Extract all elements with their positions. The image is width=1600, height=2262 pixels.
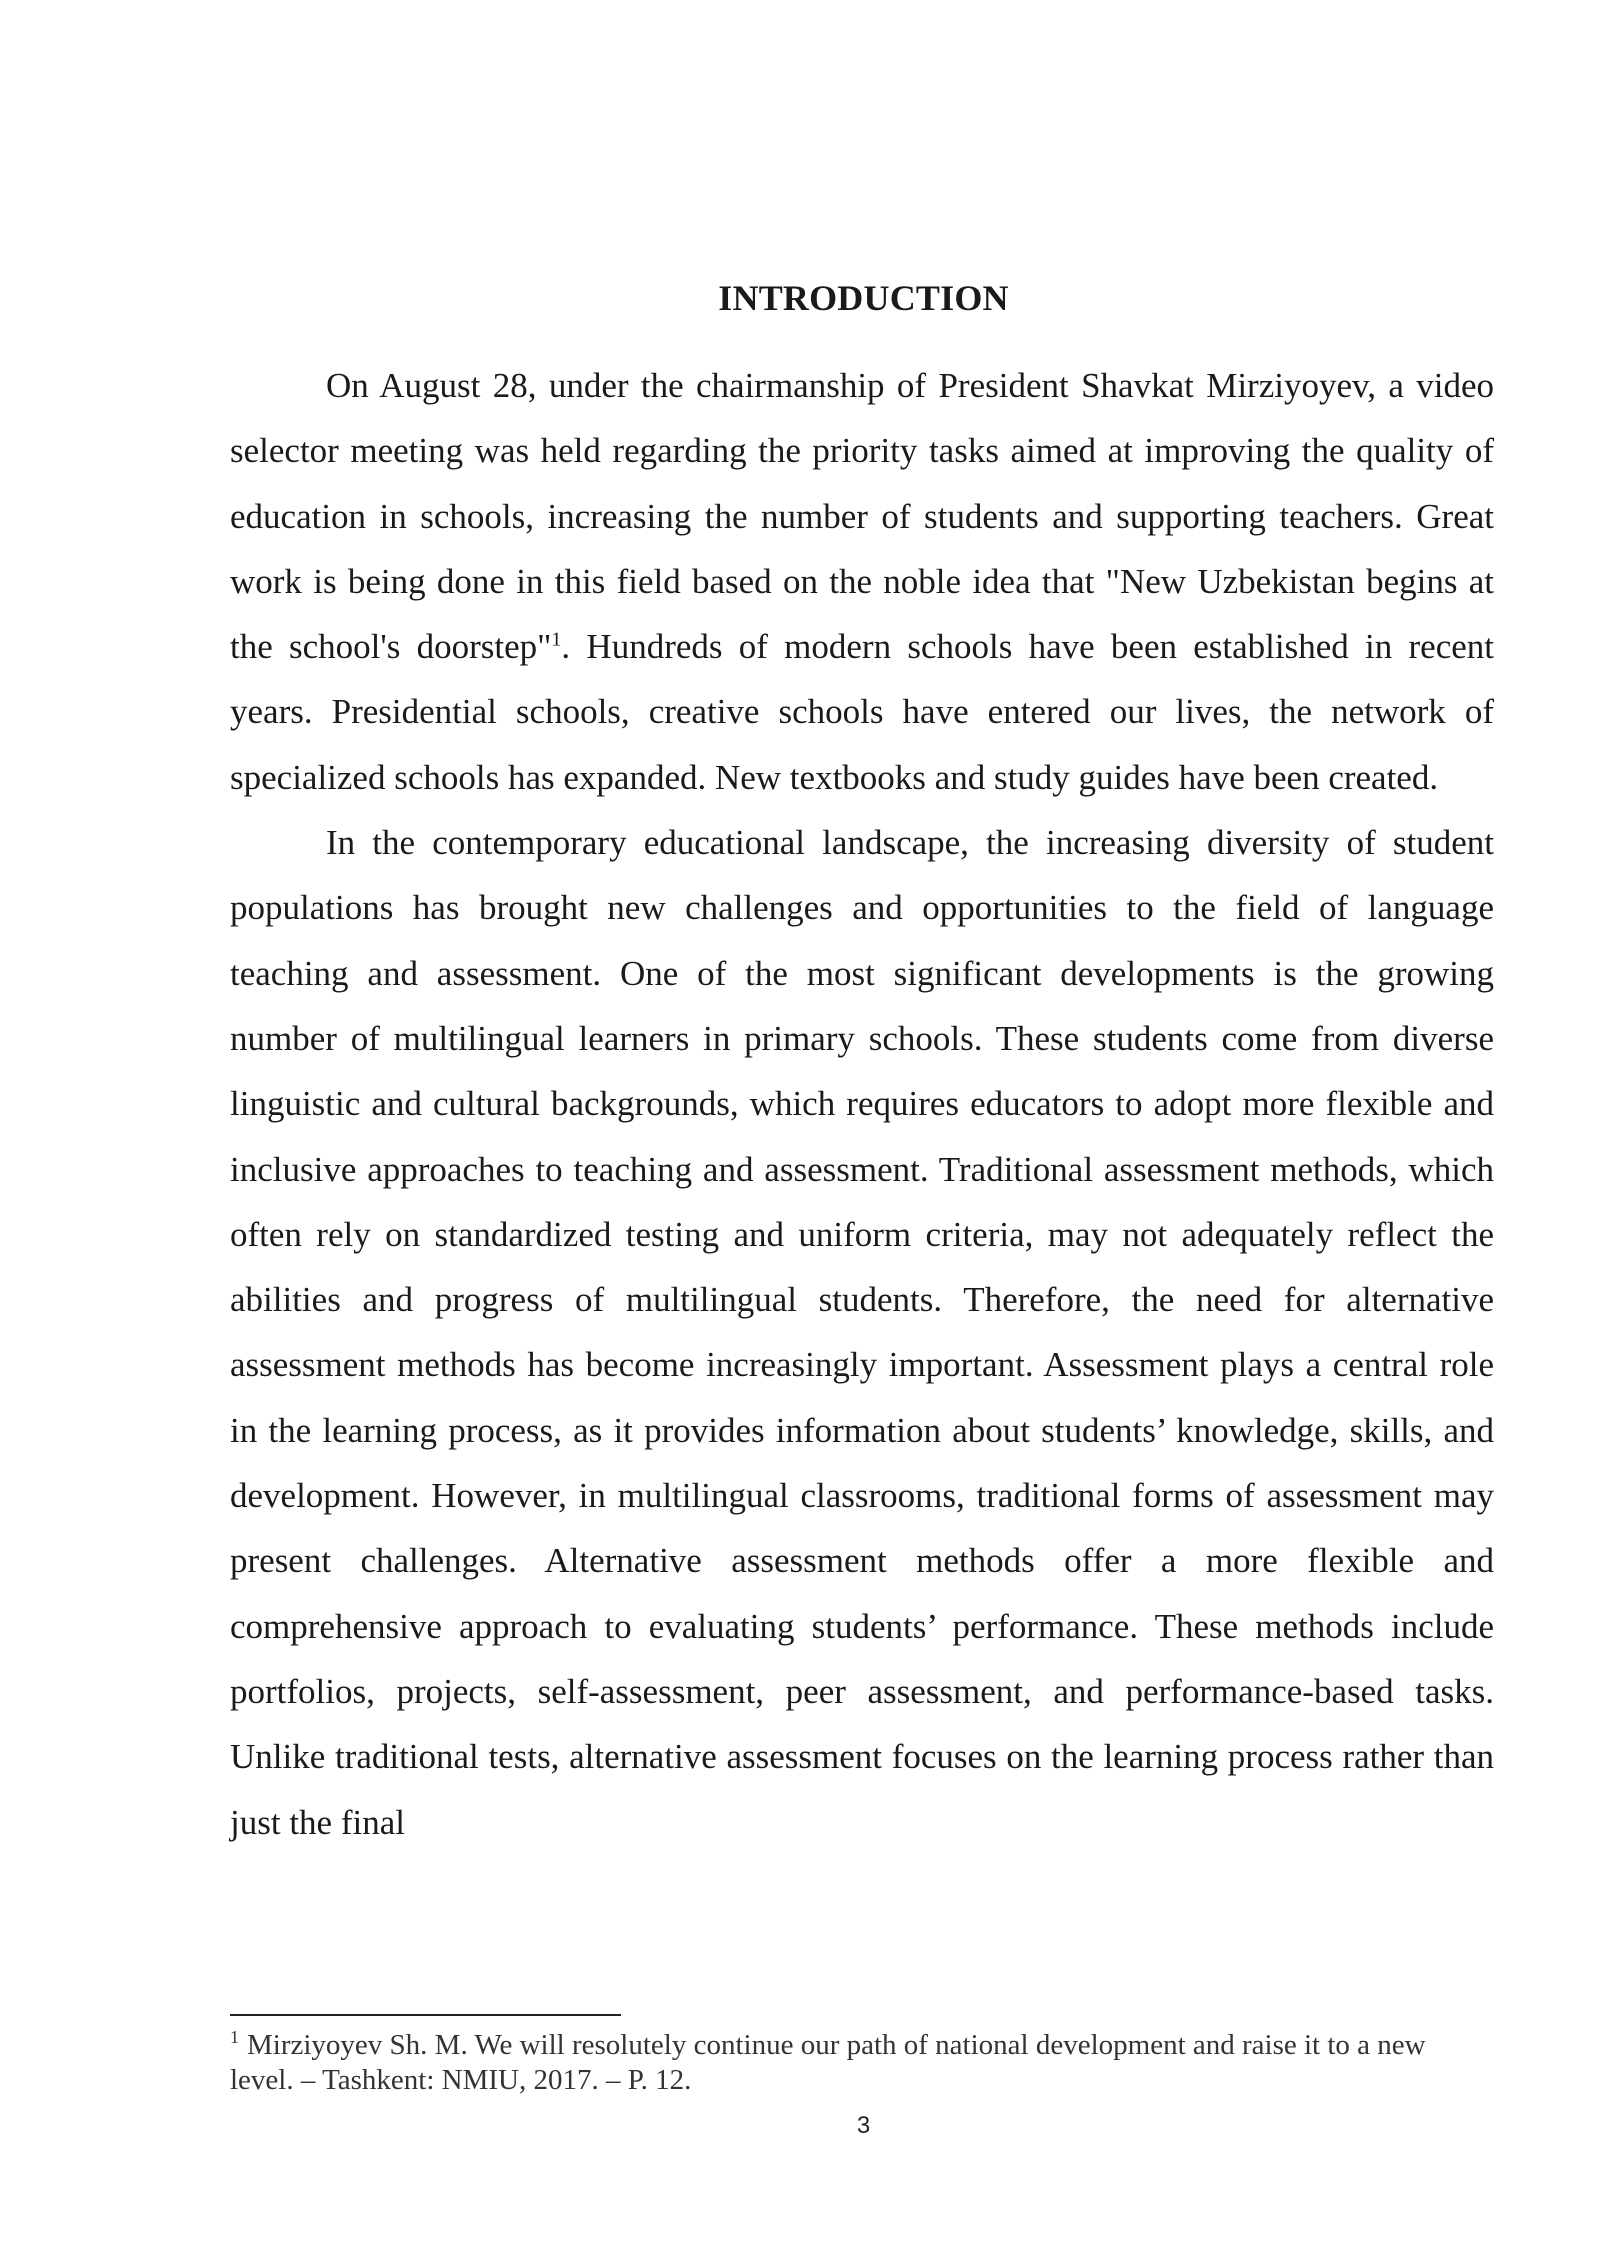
footnote-separator	[230, 2014, 621, 2016]
body-text	[230, 353, 1494, 1855]
footnote	[230, 2028, 1494, 2098]
paragraph-1-text-a: On August 28, under the chairmanship of President Shavkat Mirziyoyev, a video selector meeting was held regarding the priority tasks aimed at improving the quality of education in schools, increasing the number of students and supporting teachers. Great work is being done in this field based on the noble idea that "New Uzbekistan begins at the school's doorstep"	[230, 366, 1494, 667]
footnote-text: Mirziyoyev Sh. M. We will resolutely continue our path of national development and raise it to a new level. – Tashkent: NMIU, 2017. – P. 12.	[230, 2029, 1426, 2096]
paragraph-1-text-b: . Hundreds of modern schools have been established in recent years. Presidential schools, creative schools have entered our lives, the network of specialized schools has expanded. New textbooks and study guides have been created.	[230, 627, 1494, 797]
paragraph-2: In the contemporary educational landscape, the increasing diversity of student populations has brought new challenges and opportunities to the field of language teaching and assessment. One of the most significant developments is the growing number of multilingual learners in primary schools. These students come from diverse linguistic and cultural backgrounds, which requires educators to adopt more flexible and inclusive approaches to teaching and assessment. Traditional assessment methods, which often rely on standardized testing and uniform criteria, may not adequately reflect the abilities and progress of multilingual students. Therefore, the need for alternative assessment methods has become increasingly important. Assessment plays a central role in the learning process, as it provides information about students’ knowledge, skills, and development. However, in multilingual classrooms, traditional forms of assessment may present challenges. Alternative assessment methods offer a more flexible and comprehensive approach to evaluating students’ performance. These methods include portfolios, projects, self-assessment, peer assessment, and performance-based tasks. Unlike traditional tests, alternative assessment focuses on the learning process rather than just the final	[230, 823, 1494, 1842]
footnote-mark: 1	[230, 2027, 239, 2048]
footnote-reference[interactable]: 1	[551, 628, 562, 651]
page-title: INTRODUCTION	[718, 278, 1009, 318]
paragraph-1	[230, 353, 1494, 810]
page-number: 3	[856, 2112, 871, 2139]
